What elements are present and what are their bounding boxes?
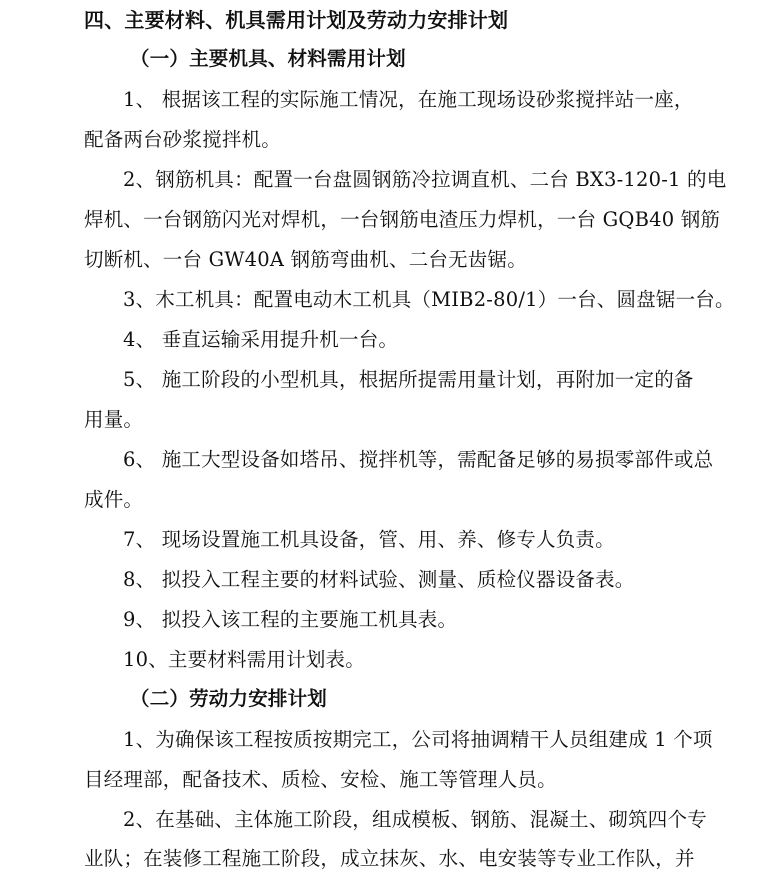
- paragraph-2-line-3: 切断机、一台 GW40A 钢筋弯曲机、二台无齿锯。: [84, 248, 527, 271]
- section-title: 四、主要材料、机具需用计划及劳动力安排计划: [84, 8, 509, 32]
- paragraph-5-line-1: 5、 施工阶段的小型机具，根据所提需用量计划，再附加一定的备: [123, 368, 694, 391]
- paragraph-6-line-2: 成件。: [84, 488, 144, 511]
- paragraph-10-line-1: 10、主要材料需用计划表。: [123, 648, 365, 671]
- labor-paragraph-2-line-2: 业队；在装修工程施工阶段，成立抹灰、水、电安装等专业工作队，并: [84, 847, 695, 870]
- paragraph-1-line-1: 1、 根据该工程的实际施工情况，在施工现场设砂浆搅拌站一座，: [123, 88, 694, 111]
- paragraph-8-line-1: 8、 拟投入工程主要的材料试验、测量、质检仪器设备表。: [123, 568, 635, 591]
- paragraph-1-line-2: 配备两台砂浆搅拌机。: [84, 128, 282, 151]
- paragraph-2-line-2: 焊机、一台钢筋闪光对焊机，一台钢筋电渣压力焊机，一台 GQB40 钢筋: [84, 208, 721, 231]
- paragraph-5-line-2: 用量。: [84, 408, 144, 431]
- labor-paragraph-1-line-2: 目经理部，配备技术、质检、安检、施工等管理人员。: [84, 768, 557, 791]
- subsection-2-title: （二）劳动力安排计划: [130, 687, 328, 710]
- paragraph-6-line-1: 6、 施工大型设备如塔吊、搅拌机等，需配备足够的易损零部件或总: [123, 448, 714, 471]
- paragraph-3-line-1: 3、木工机具：配置电动木工机具（MIB2-80/1）一台、圆盘锯一台。: [123, 288, 735, 311]
- labor-paragraph-2-line-1: 2、在基础、主体施工阶段，组成模板、钢筋、混凝土、砌筑四个专: [123, 808, 707, 831]
- paragraph-9-line-1: 9、 拟投入该工程的主要施工机具表。: [123, 608, 458, 631]
- paragraph-2-line-1: 2、钢筋机具：配置一台盘圆钢筋冷拉调直机、二台 BX3-120-1 的电: [123, 168, 727, 191]
- paragraph-7-line-1: 7、 现场设置施工机具设备，管、用、养、修专人负责。: [123, 528, 615, 551]
- labor-paragraph-1-line-1: 1、为确保该工程按质按期完工，公司将抽调精干人员组建成 1 个项: [123, 728, 713, 751]
- paragraph-4-line-1: 4、 垂直运输采用提升机一台。: [123, 328, 399, 351]
- subsection-1-title: （一）主要机具、材料需用计划: [130, 47, 406, 70]
